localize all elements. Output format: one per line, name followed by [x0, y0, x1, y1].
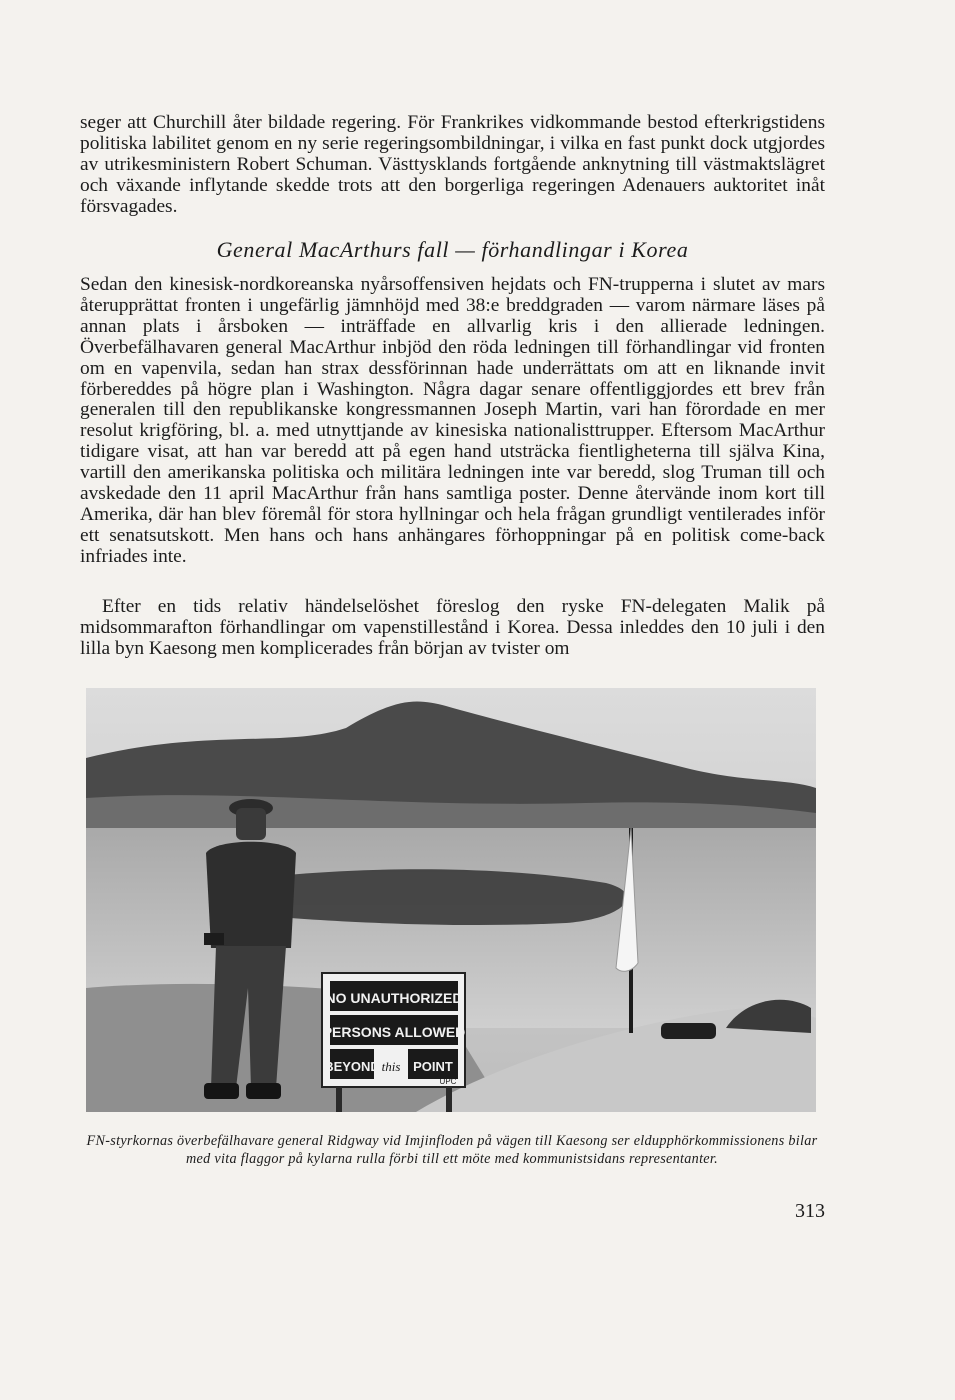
body-paragraph-intro: seger att Churchill åter bildade regering. För Frankrikes vidkommande bestod efterkrigstidens politiska labilitet genom en ny serie regeringsombildningar, i vilka en fast punkt dock utgjordes av utrikesministern Robert Schuman. Västtysklands fortgående anknytning till västmaktslägret och växande inflytande skedde trots att den borgerliga regeringen Adenauers auktoritet inåt försvagades. [80, 112, 825, 217]
page-number: 313 [795, 1200, 825, 1222]
photograph-imjin-river [86, 688, 816, 1112]
section-heading: General MacArthurs fall — förhandlingar i Korea [216, 237, 689, 262]
sign-line-4: this [381, 1059, 401, 1074]
sign-line-2: PERSONS ALLOWED [322, 1024, 466, 1040]
body-paragraph-negotiations: Efter en tids relativ händelselöshet föreslog den ryske FN-delegaten Malik på midsommarafton förhandlingar om vapenstillestånd i Korea. Dessa inleddes den 10 juli i den lilla byn Kaesong men komplicerades från början av tvister om [80, 596, 825, 659]
body-paragraph-macarthur: Sedan den kinesisk-nordkoreanska nyårsoffensiven hejdats och FN-trupperna i slutet av mars återupprättat fronten i ungefärlig jämnhöjd med 38:e breddgraden — varom närmare läses på annan plats i årsboken — inträffade en allvarlig kris i den allierade ledningen. Överbefälhavaren general MacArthur inbjöd den röda ledningen till förhandlingar vid fronten om en vapenvila, sedan han strax dessförinnan hade underrättats om att en liknande invit förbereddes på högre plan i Washington. Några dagar senare offentliggjordes ett brev från generalen till den republikanske kongressmannen Joseph Martin, vari han förordade en mer resolut krigföring, bl. a. med utnyttjande av kinesiska nationalisttrupper. Eftersom MacArthur tidigare visat, att han var beredd att på egen hand utsträcka fientligheterna till själva Kina, vartill den amerikanska politiska och militära ledningen inte var beredd, slog Truman till och avskedade den 11 april MacArthur från hans samtliga poster. Denne återvände inom kort till Amerika, där han blev föremål för stora hyllningar och hela frågan grundligt ventilerades inför ett senatsutskott. Men hans och hans anhängares förhoppningar på en politisk come-back infriades inte. [80, 274, 825, 567]
sign-line-3: BEYOND [324, 1059, 380, 1074]
sign-line-5: POINT [413, 1059, 453, 1074]
sign-note: UPC [439, 1077, 457, 1086]
sign-line-1: NO UNAUTHORIZED [325, 990, 463, 1006]
photo-caption: FN-styrkornas överbefälhavare general Ridgway vid Imjinfloden på vägen till Kaesong ser eldupphörkommissionens bilar med vita flaggor på kylarna rulla förbi till ett möte med kommunistsidans representanter. [86, 1133, 818, 1167]
vehicle-headlight [661, 1023, 716, 1039]
